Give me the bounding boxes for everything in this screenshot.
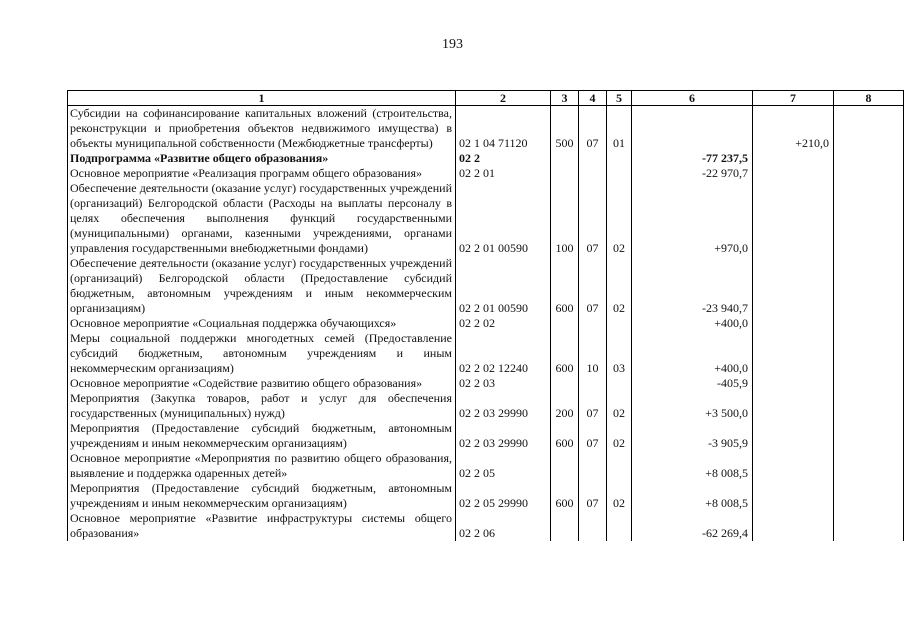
- budget-table: [67, 90, 904, 541]
- row-name-cell: Мероприятия (Закупка товаров, работ и услуг для обеспечения государственных (муниципальных) нужд): [68, 391, 456, 421]
- row-c8-cell: [834, 151, 904, 166]
- row-c5-cell: 03: [607, 331, 632, 376]
- row-c8-cell: [834, 166, 904, 181]
- row-c3-cell: 100: [551, 181, 579, 256]
- row-c4-cell: [579, 451, 607, 481]
- header-col-3: 3: [551, 91, 579, 106]
- row-c5-cell: 01: [607, 106, 632, 152]
- table-row: [68, 316, 904, 331]
- row-c5-cell: 02: [607, 256, 632, 316]
- row-amount-cell: +8 008,5: [632, 451, 753, 481]
- row-code-cell: 02 2 03 29990: [456, 391, 551, 421]
- row-name-cell: Подпрограмма «Развитие общего образования»: [68, 151, 456, 166]
- row-c7-cell: [753, 316, 834, 331]
- row-code-cell: 02 2 01 00590: [456, 181, 551, 256]
- row-c3-cell: [551, 511, 579, 541]
- row-amount-cell: -22 970,7: [632, 166, 753, 181]
- row-name-cell: Обеспечение деятельности (оказание услуг) государственных учреждений (организаций) Белгородской области (Предоставление субсидий бюджетным, автономным учреждениям и иным некоммерческим организациям): [68, 256, 456, 316]
- row-c4-cell: 07: [579, 421, 607, 451]
- row-c5-cell: [607, 166, 632, 181]
- row-c3-cell: [551, 151, 579, 166]
- row-name-cell: Меры социальной поддержки многодетных семей (Предоставление субсидий бюджетным, автономным учреждениям и иным некоммерческим организациям): [68, 331, 456, 376]
- table-row: [68, 166, 904, 181]
- row-c7-cell: [753, 331, 834, 376]
- row-c7-cell: [753, 256, 834, 316]
- row-c3-cell: [551, 316, 579, 331]
- row-code-cell: 02 2 02: [456, 316, 551, 331]
- row-c8-cell: [834, 391, 904, 421]
- row-name-cell: Основное мероприятие «Содействие развитию общего образования»: [68, 376, 456, 391]
- row-c3-cell: [551, 166, 579, 181]
- row-code-cell: 02 2 06: [456, 511, 551, 541]
- row-c4-cell: 07: [579, 391, 607, 421]
- row-c4-cell: 07: [579, 256, 607, 316]
- row-amount-cell: -405,9: [632, 376, 753, 391]
- row-c7-cell: [753, 181, 834, 256]
- row-c4-cell: [579, 166, 607, 181]
- row-c3-cell: [551, 451, 579, 481]
- table-row: [68, 421, 904, 451]
- table-row: [68, 376, 904, 391]
- row-c3-cell: 600: [551, 256, 579, 316]
- row-c8-cell: [834, 331, 904, 376]
- row-name-cell: Обеспечение деятельности (оказание услуг) государственных учреждений (организаций) Белгородской области (Расходы на выплаты персоналу в целях обеспечения выполнения функций государственными (муниципальными) органами, казенными учреждениями, органами управления государственными внебюджетными фондами): [68, 181, 456, 256]
- row-code-cell: 02 2 05: [456, 451, 551, 481]
- row-c5-cell: [607, 376, 632, 391]
- row-amount-cell: [632, 106, 753, 152]
- table-body: [68, 106, 904, 542]
- row-amount-cell: +3 500,0: [632, 391, 753, 421]
- row-amount-cell: -77 237,5: [632, 151, 753, 166]
- row-c7-cell: [753, 481, 834, 511]
- row-c7-cell: +210,0: [753, 106, 834, 152]
- row-amount-cell: -23 940,7: [632, 256, 753, 316]
- row-c8-cell: [834, 256, 904, 316]
- row-c7-cell: [753, 166, 834, 181]
- header-col-5: 5: [607, 91, 632, 106]
- row-name-cell: Мероприятия (Предоставление субсидий бюджетным, автономным учреждениям и иным некоммерческим организациям): [68, 481, 456, 511]
- row-c5-cell: [607, 316, 632, 331]
- table-row: [68, 106, 904, 152]
- row-name-cell: Основное мероприятие «Мероприятия по развитию общего образования, выявление и поддержка одаренных детей»: [68, 451, 456, 481]
- row-c4-cell: [579, 376, 607, 391]
- table-row: [68, 181, 904, 256]
- row-c5-cell: [607, 151, 632, 166]
- row-code-cell: 02 2 01: [456, 166, 551, 181]
- header-col-6: 6: [632, 91, 753, 106]
- row-amount-cell: +400,0: [632, 316, 753, 331]
- row-amount-cell: +400,0: [632, 331, 753, 376]
- row-code-cell: 02 2 02 12240: [456, 331, 551, 376]
- row-c8-cell: [834, 421, 904, 451]
- row-c4-cell: 07: [579, 106, 607, 152]
- row-c7-cell: [753, 376, 834, 391]
- header-col-4: 4: [579, 91, 607, 106]
- row-name-cell: Мероприятия (Предоставление субсидий бюджетным, автономным учреждениям и иным некоммерческим организациям): [68, 421, 456, 451]
- row-c5-cell: 02: [607, 421, 632, 451]
- row-code-cell: 02 2 01 00590: [456, 256, 551, 316]
- row-c3-cell: 600: [551, 421, 579, 451]
- row-c8-cell: [834, 106, 904, 152]
- row-c3-cell: 200: [551, 391, 579, 421]
- row-amount-cell: +970,0: [632, 181, 753, 256]
- table-row: [68, 391, 904, 421]
- row-c7-cell: [753, 421, 834, 451]
- row-c7-cell: [753, 451, 834, 481]
- header-col-2: 2: [456, 91, 551, 106]
- row-c4-cell: [579, 316, 607, 331]
- row-c4-cell: 07: [579, 481, 607, 511]
- row-c5-cell: 02: [607, 481, 632, 511]
- row-c8-cell: [834, 451, 904, 481]
- header-col-7: 7: [753, 91, 834, 106]
- row-amount-cell: -3 905,9: [632, 421, 753, 451]
- header-col-8: 8: [834, 91, 904, 106]
- row-c4-cell: [579, 511, 607, 541]
- row-c4-cell: 10: [579, 331, 607, 376]
- table-row: [68, 451, 904, 481]
- row-name-cell: Основное мероприятие «Реализация программ общего образования»: [68, 166, 456, 181]
- row-code-cell: 02 2 03 29990: [456, 421, 551, 451]
- row-c4-cell: [579, 151, 607, 166]
- row-name-cell: Основное мероприятие «Развитие инфраструктуры системы общего образования»: [68, 511, 456, 541]
- row-c8-cell: [834, 511, 904, 541]
- row-c8-cell: [834, 376, 904, 391]
- row-c7-cell: [753, 511, 834, 541]
- row-c5-cell: [607, 511, 632, 541]
- row-c4-cell: 07: [579, 181, 607, 256]
- page-number: 193: [442, 37, 463, 52]
- row-c7-cell: [753, 151, 834, 166]
- row-c3-cell: [551, 376, 579, 391]
- row-c8-cell: [834, 481, 904, 511]
- row-amount-cell: -62 269,4: [632, 511, 753, 541]
- row-code-cell: 02 2: [456, 151, 551, 166]
- row-c8-cell: [834, 316, 904, 331]
- row-c3-cell: 500: [551, 106, 579, 152]
- table-row: [68, 331, 904, 376]
- table-row: [68, 151, 904, 166]
- row-c3-cell: 600: [551, 481, 579, 511]
- row-c5-cell: [607, 451, 632, 481]
- row-c8-cell: [834, 181, 904, 256]
- header-col-1: 1: [68, 91, 456, 106]
- row-amount-cell: +8 008,5: [632, 481, 753, 511]
- row-name-cell: Основное мероприятие «Социальная поддержка обучающихся»: [68, 316, 456, 331]
- row-c5-cell: 02: [607, 181, 632, 256]
- row-code-cell: 02 1 04 71120: [456, 106, 551, 152]
- row-c3-cell: 600: [551, 331, 579, 376]
- row-code-cell: 02 2 05 29990: [456, 481, 551, 511]
- row-c5-cell: 02: [607, 391, 632, 421]
- row-c7-cell: [753, 391, 834, 421]
- row-code-cell: 02 2 03: [456, 376, 551, 391]
- table-row: [68, 256, 904, 316]
- table-row: [68, 481, 904, 511]
- table-row: [68, 511, 904, 541]
- table-header-row: [68, 91, 904, 106]
- row-name-cell: Субсидии на софинансирование капитальных вложений (строительства, реконструкции и приобретения объектов недвижимого имущества) в объекты муниципальной собственности (Межбюджетные трансферты): [68, 106, 456, 152]
